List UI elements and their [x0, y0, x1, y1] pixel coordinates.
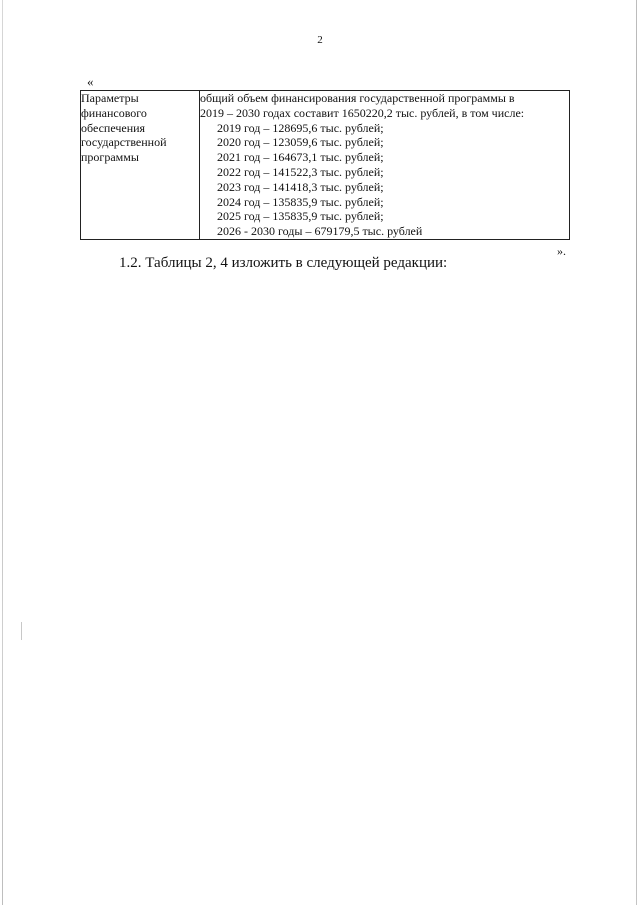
year-funding-line: 2019 год – 128695,6 тыс. рублей; [217, 120, 384, 135]
label-line: государственной [81, 135, 167, 150]
year-funding-line: 2024 год – 135835,9 тыс. рублей; [217, 194, 384, 209]
quote-open: « [87, 74, 94, 89]
scan-edge-right [636, 0, 637, 905]
year-funding-line: 2026 - 2030 годы – 679179,5 тыс. рублей [217, 224, 423, 239]
year-funding-line: 2025 год – 135835,9 тыс. рублей; [217, 209, 384, 224]
financing-parameters-table [80, 90, 570, 240]
year-funding-line: 2020 год – 123059,6 тыс. рублей; [217, 135, 384, 150]
label-line: обеспечения [81, 120, 146, 135]
year-funding-line: 2021 год – 164673,1 тыс. рублей; [217, 150, 384, 165]
page-number: 2 [317, 34, 323, 46]
label-line: Параметры [81, 91, 139, 105]
table-row [81, 91, 570, 240]
label-line: финансового [81, 105, 147, 120]
scan-speck [21, 622, 22, 640]
parameter-label-cell [81, 91, 200, 240]
label-line: программы [81, 150, 139, 165]
quote-close: ». [557, 244, 566, 258]
parameter-value-cell [200, 91, 570, 240]
year-funding-line: 2022 год – 141522,3 тыс. рублей; [217, 164, 384, 179]
year-funding-line: 2023 год – 141418,3 тыс. рублей; [217, 179, 384, 194]
intro-line: 2019 – 2030 годах составит 1650220,2 тыс. рублей, в том числе: [200, 105, 525, 120]
amendment-paragraph: 1.2. Таблицы 2, 4 изложить в следующей редакции: [119, 255, 448, 271]
scan-edge-left [2, 0, 3, 905]
intro-line: общий объем финансирования государственной программы в [200, 91, 515, 105]
